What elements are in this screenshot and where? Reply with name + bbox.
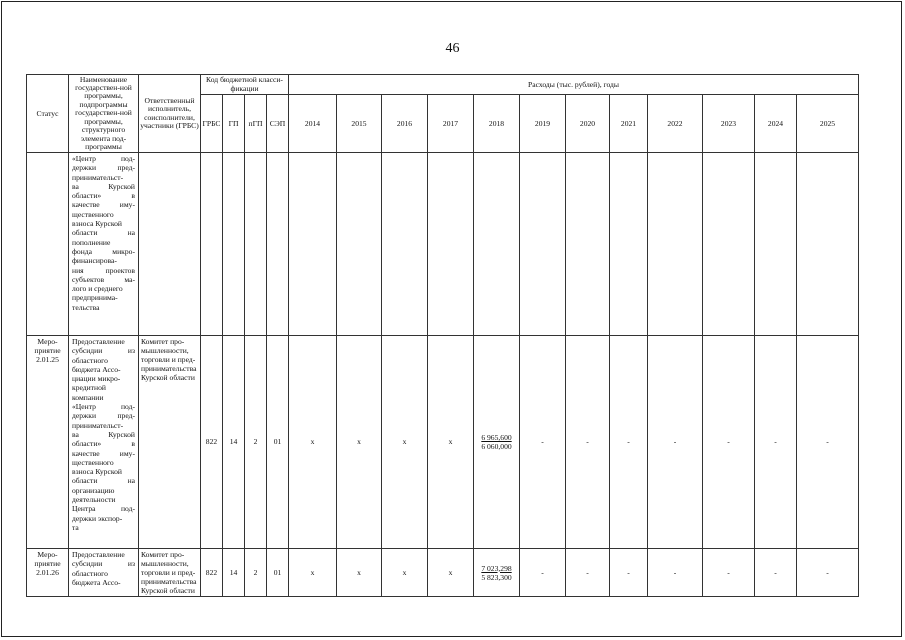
year-value-cell: - [755, 336, 797, 549]
name-line: областного [72, 568, 108, 578]
year-value-cell: - [610, 549, 648, 597]
year-value-cell: - [610, 336, 648, 549]
name-line: области на [72, 476, 135, 486]
name-line: субсидии из [72, 346, 135, 356]
name-line: бюджета Ассо- [72, 364, 121, 374]
name-line: предпринима- [72, 293, 118, 303]
header-year: 2020 [566, 95, 610, 153]
gp-cell: 14 [223, 549, 245, 597]
year-2018-amount-cell [474, 336, 520, 549]
year-value-cell [289, 153, 337, 336]
year-value-cell [755, 153, 797, 336]
header-year: 2016 [382, 95, 428, 153]
header-year: 2017 [428, 95, 474, 153]
name-line: та [72, 522, 79, 532]
year-value-cell [797, 153, 859, 336]
name-line: принимательст- [72, 172, 124, 182]
status-cell: Меро-приятие 2.01.25 [27, 336, 69, 549]
header-year: 2019 [520, 95, 566, 153]
name-line: пополнение [72, 237, 111, 247]
header-name: Наименование государствен-ной программы, подпрограммы государствен-ной программы, структурного элемента под-программы [69, 75, 139, 153]
pgp-cell: 2 [245, 549, 267, 597]
header-sep: СЭП [267, 95, 289, 153]
name-cell [69, 336, 139, 549]
table-row [27, 549, 859, 597]
name-line: Предоставление [72, 337, 125, 346]
year-value-cell [428, 153, 474, 336]
year-value-cell: x [428, 549, 474, 597]
sep-cell: 01 [267, 549, 289, 597]
header-year: 2023 [703, 95, 755, 153]
year-value-cell: - [755, 549, 797, 597]
name-line: тельства [72, 302, 100, 312]
year-value-cell [648, 153, 703, 336]
year-value-cell: x [289, 549, 337, 597]
gp-cell [223, 153, 245, 336]
year-value-cell [566, 153, 610, 336]
name-line: держки пред- [72, 163, 135, 173]
year-value-cell: - [797, 549, 859, 597]
header-budget-code: Код бюджетной класси-фикации [201, 75, 289, 95]
name-line: субсидии из [72, 559, 135, 569]
header-status: Статус [27, 75, 69, 153]
year-value-cell: - [566, 336, 610, 549]
amount-planned: 6 965,600 [481, 433, 512, 442]
name-line: области на [72, 228, 135, 238]
page-number: 46 [445, 41, 460, 56]
year-value-cell: - [566, 549, 610, 597]
header-expenses: Расходы (тыс. рублей), годы [289, 75, 859, 95]
year-2018-amount-cell [474, 549, 520, 597]
name-line: кредитной [72, 383, 106, 393]
header-year: 2014 [289, 95, 337, 153]
header-gp: ГП [223, 95, 245, 153]
name-line: ния проектов [72, 265, 135, 275]
amount-actual: 6 060,000 [481, 442, 512, 451]
grbs-cell: 822 [201, 549, 223, 597]
name-line: финансирова- [72, 256, 117, 266]
pgp-cell [245, 153, 267, 336]
year-value-cell [337, 153, 382, 336]
name-line: области» в [72, 439, 135, 449]
name-line: области» в [72, 191, 135, 201]
name-line: Предоставление [72, 550, 125, 559]
name-line: компании [72, 392, 104, 402]
name-line: качестве иму- [72, 200, 135, 210]
name-line: принимательст- [72, 420, 124, 430]
pgp-cell: 2 [245, 336, 267, 549]
table-row [27, 336, 859, 549]
year-value-cell [610, 153, 648, 336]
table-row [27, 153, 859, 336]
name-cell [69, 549, 139, 597]
header-pgp: пГП [245, 95, 267, 153]
status-cell: Меро-приятие 2.01.26 [27, 549, 69, 597]
year-value-cell: - [648, 336, 703, 549]
year-value-cell [382, 153, 428, 336]
sep-cell [267, 153, 289, 336]
name-line: «Центр под- [72, 154, 135, 163]
grbs-cell [201, 153, 223, 336]
status-cell [27, 153, 69, 336]
year-value-cell: - [520, 336, 566, 549]
name-cell [69, 153, 139, 336]
year-value-cell [520, 153, 566, 336]
name-line: организацию [72, 485, 115, 495]
name-line: щественного [72, 209, 114, 219]
header-year: 2015 [337, 95, 382, 153]
responsible-cell [139, 153, 201, 336]
grbs-cell: 822 [201, 336, 223, 549]
header-grbs: ГРБС [201, 95, 223, 153]
name-line: «Центр под- [72, 402, 135, 412]
name-line: ва Курской [72, 429, 135, 439]
name-line: ва Курской [72, 181, 135, 191]
header-year: 2018 [474, 95, 520, 153]
responsible-cell: Комитет про-мышленности, торговли и пред-принимательства Курской области [139, 336, 201, 549]
year-value-cell: - [703, 336, 755, 549]
amount-planned: 7 023,298 [481, 563, 512, 573]
gp-cell: 14 [223, 336, 245, 549]
amount-actual: 5 823,300 [481, 572, 512, 582]
sep-cell: 01 [267, 336, 289, 549]
year-value-cell: x [428, 336, 474, 549]
year-value-cell: - [648, 549, 703, 597]
name-line: взноса Курской [72, 219, 122, 229]
year-value-cell: x [337, 549, 382, 597]
header-year: 2024 [755, 95, 797, 153]
name-line: бюджета Ассо- [72, 577, 121, 587]
name-line: фонда микро- [72, 246, 135, 256]
year-value-cell: x [289, 336, 337, 549]
name-line: областного [72, 355, 108, 365]
name-line: качестве иму- [72, 448, 135, 458]
year-value-cell [474, 153, 520, 336]
responsible-cell: Комитет про-мышленности, торговли и пред-принимательства Курской области [139, 549, 201, 597]
name-line: циации микро- [72, 374, 121, 384]
header-year: 2021 [610, 95, 648, 153]
year-value-cell: x [382, 549, 428, 597]
year-value-cell: x [337, 336, 382, 549]
name-line: Центра под- [72, 504, 135, 514]
header-year: 2025 [797, 95, 859, 153]
year-value-cell: x [382, 336, 428, 549]
header-year: 2022 [648, 95, 703, 153]
name-line: щественного [72, 457, 114, 467]
year-value-cell: - [703, 549, 755, 597]
name-line: субъектов ма- [72, 274, 135, 284]
name-line: держки экспор- [72, 513, 123, 523]
expenses-table [26, 74, 859, 597]
name-line: лого и среднего [72, 284, 123, 294]
name-line: взноса Курской [72, 467, 122, 477]
name-line: деятельности [72, 495, 116, 505]
year-value-cell [703, 153, 755, 336]
year-value-cell: - [520, 549, 566, 597]
name-line: держки пред- [72, 411, 135, 421]
year-value-cell: - [797, 336, 859, 549]
header-responsible: Ответственный исполнитель, соисполнители, участники (ГРБС) [139, 75, 201, 153]
